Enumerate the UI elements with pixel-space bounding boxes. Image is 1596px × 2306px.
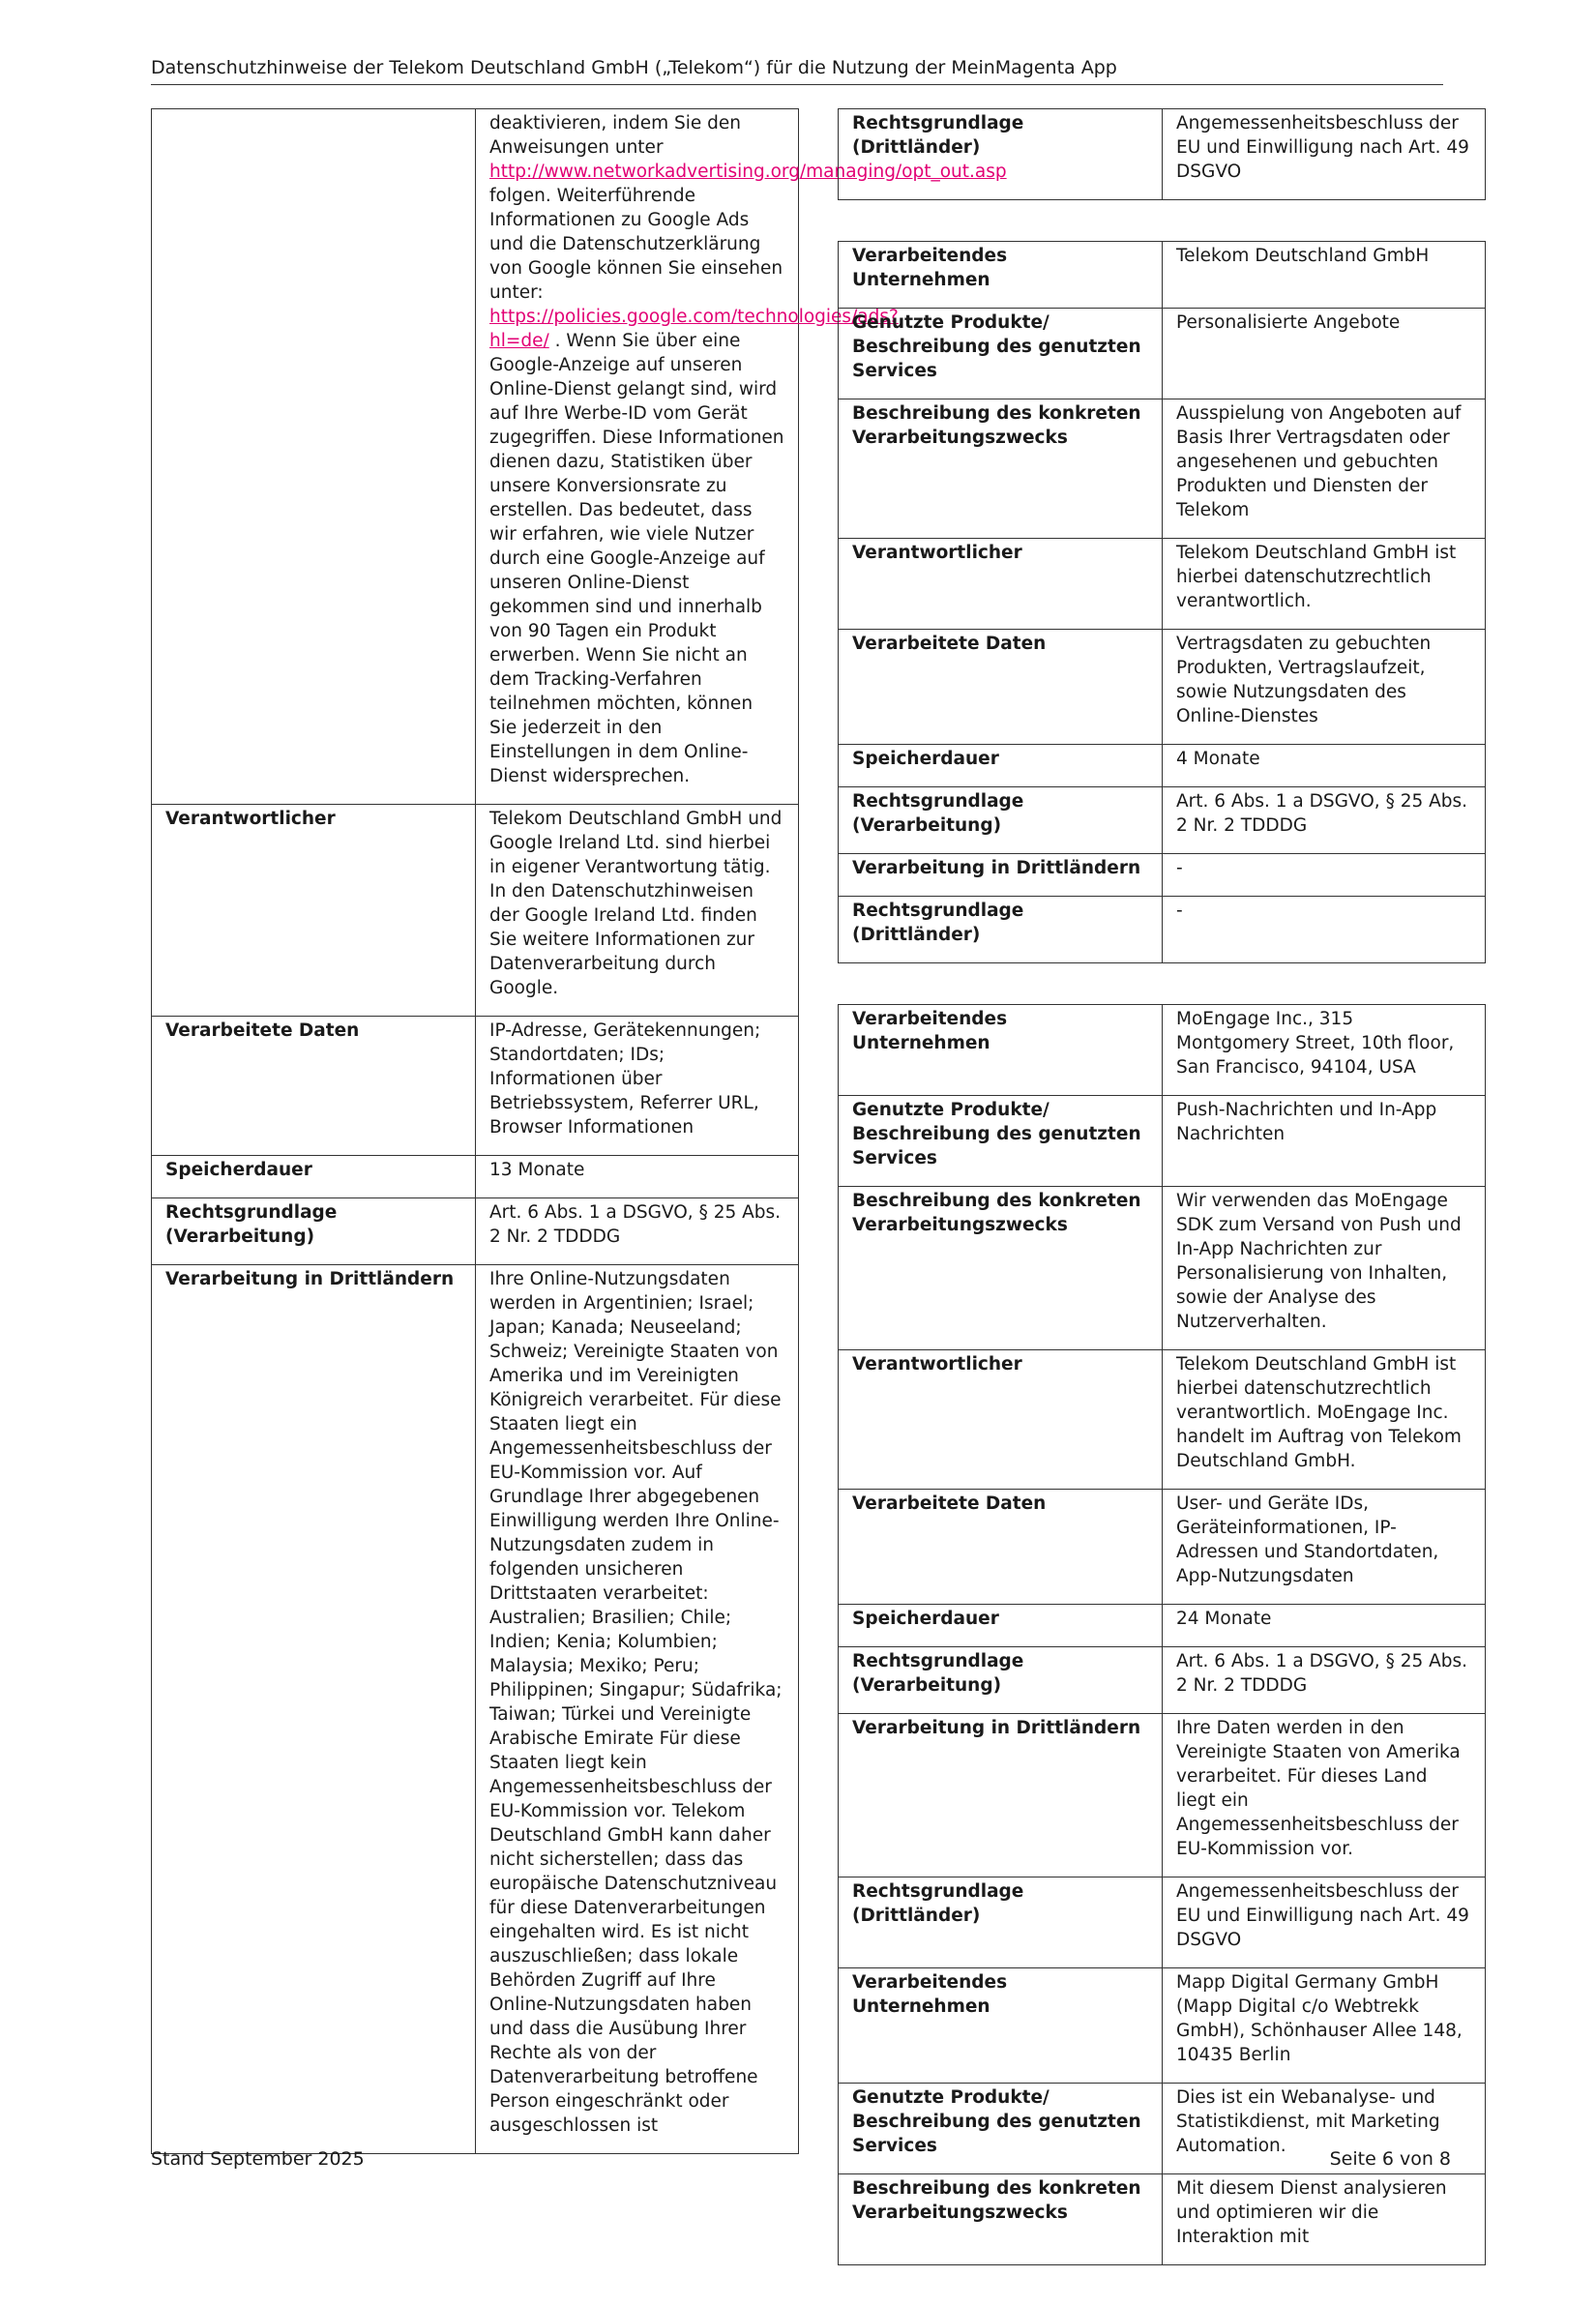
row-value: - (1163, 897, 1486, 963)
row-value: Dies ist ein Webanalyse- und Statistikdienst, mit Marketing Automation. (1163, 2084, 1486, 2174)
row-value: Ihre Online-Nutzungsdaten werden in Argentinien; Israel; Japan; Kanada; Neuseeland; Schweiz; Vereinigte Staaten von Amerika und im Vereinigten Königreich verarbeitet. Für diese Staaten liegt ein Angemessenheitsbeschluss der EU-Kommission vor. Auf Grundlage Ihrer abgegebenen Einwilligung werden Ihre Online-Nutzungsdaten zudem in folgenden unsicheren Drittstaaten verarbeitet: Australien; Brasilien; Chile; Indien; Kenia; Kolumbien; Malaysia; Mexiko; Peru; Philippinen; Singapur; Südafrika; Taiwan; Türkei und Vereinigte Arabische Emirate Für diese Staaten liegt kein Angemessenheitsbeschluss der EU-Kommission vor. Telekom Deutschland GmbH kann daher nicht sicherstellen; dass das europäische Datenschutzniveau für diese Datenverarbeitungen eingehalten wird. Es ist nicht auszuschließen; dass lokale Behörden Zugriff auf Ihre Online-Nutzungsdaten haben und dass die Ausübung Ihrer Rechte als von der Datenverarbeitung betroffene Person eingeschränkt oder ausgeschlossen ist (476, 1265, 799, 2154)
table-row (152, 1017, 799, 1156)
row-label: Speicherdauer (839, 1605, 1163, 1647)
row-value: Telekom Deutschland GmbH (1163, 242, 1486, 309)
row-label: Beschreibung des konkreten Verarbeitungszwecks (839, 2174, 1163, 2265)
row-label: Rechtsgrundlage (Verarbeitung) (152, 1198, 476, 1265)
row-label: Speicherdauer (152, 1156, 476, 1198)
row-label: Speicherdauer (839, 745, 1163, 787)
table-row (839, 897, 1486, 963)
row-value: Mapp Digital Germany GmbH (Mapp Digital c/o Webtrekk GmbH), Schönhauser Allee 148, 10435 Berlin (1163, 1968, 1486, 2084)
row-value: User- und Geräte IDs, Geräteinformationen, IP-Adressen und Standortdaten, App-Nutzungsdaten (1163, 1490, 1486, 1605)
table-row (839, 2174, 1486, 2265)
row-value: Telekom Deutschland GmbH ist hierbei datenschutzrechtlich verantwortlich. (1163, 539, 1486, 630)
row-label: Verarbeitete Daten (839, 630, 1163, 745)
row-label: Rechtsgrundlage (Verarbeitung) (839, 1647, 1163, 1714)
table-row (839, 1877, 1486, 1968)
table-row (152, 805, 799, 1017)
row-value: Vertragsdaten zu gebuchten Produkten, Vertragslaufzeit, sowie Nutzungsdaten des Online-Dienstes (1163, 630, 1486, 745)
table-row (839, 745, 1486, 787)
row-label: Verarbeitendes Unternehmen (839, 242, 1163, 309)
table-row (839, 1005, 1486, 1096)
row-label: Verarbeitendes Unternehmen (839, 1005, 1163, 1096)
row-label: Genutzte Produkte/ Beschreibung des genutzten Services (839, 1096, 1163, 1187)
table-row (839, 1187, 1486, 1350)
table-row (839, 539, 1486, 630)
row-label: Rechtsgrundlage (Verarbeitung) (839, 787, 1163, 854)
row-label: Rechtsgrundlage (Drittländer) (839, 897, 1163, 963)
row-label: Rechtsgrundlage (Drittländer) (839, 109, 1163, 200)
row-value: Push-Nachrichten und In-App Nachrichten (1163, 1096, 1486, 1187)
row-label: Verarbeitete Daten (839, 1490, 1163, 1605)
row-label: Verantwortlicher (839, 1350, 1163, 1490)
table-row (839, 1605, 1486, 1647)
row-value: Angemessenheitsbeschluss der EU und Einwilligung nach Art. 49 DSGVO (1163, 109, 1486, 200)
table-row (839, 787, 1486, 854)
row-label: Verarbeitete Daten (152, 1017, 476, 1156)
row-label: Verarbeitung in Drittländern (152, 1265, 476, 2154)
table-row (839, 1350, 1486, 1490)
networkadvertising-link[interactable]: http://www.networkadvertising.org/managing/opt_out.asp (489, 162, 1007, 182)
text-segment: deaktivieren, indem Sie den Anweisungen unter (489, 113, 741, 158)
table-row (839, 1096, 1486, 1187)
footer-page-number: Seite 6 von 8 (1329, 2148, 1451, 2170)
row-label: Beschreibung des konkreten Verarbeitungszwecks (839, 1187, 1163, 1350)
table-row (839, 630, 1486, 745)
table-row (152, 1198, 799, 1265)
table-row (839, 854, 1486, 897)
row-value: Ihre Daten werden in den Vereinigte Staaten von Amerika verarbeitet. Für dieses Land liegt ein Angemessenheitsbeschluss der EU-Kommission vor. (1163, 1714, 1486, 1877)
text-segment: folgen. Weiterführende Informationen zu Google Ads und die Datenschutzerklärung von Google können Sie einsehen unter: (489, 186, 783, 303)
row-value: 13 Monate (476, 1156, 799, 1198)
page-header: Datenschutzhinweise der Telekom Deutschland GmbH („Telekom“) für die Nutzung der MeinMagenta App (151, 54, 1443, 85)
table-row (152, 1265, 799, 2154)
table-row (152, 109, 799, 805)
table-row (839, 1714, 1486, 1877)
row-label: Genutzte Produkte/ Beschreibung des genutzten Services (839, 309, 1163, 399)
row-label: Verantwortlicher (839, 539, 1163, 630)
row-label: Beschreibung des konkreten Verarbeitungszwecks (839, 399, 1163, 539)
table-row (839, 109, 1486, 200)
row-value: Telekom Deutschland GmbH ist hierbei datenschutzrechtlich verantwortlich. MoEngage Inc. handelt im Auftrag von Telekom Deutschland GmbH. (1163, 1350, 1486, 1490)
row-value: Telekom Deutschland GmbH und Google Ireland Ltd. sind hierbei in eigener Verantwortung tätig. In den Datenschutzhinweisen der Google Ireland Ltd. finden Sie weitere Informationen zur Datenverarbeitung durch Google. (476, 805, 799, 1017)
row-value: Mit diesem Dienst analysieren und optimieren wir die Interaktion mit (1163, 2174, 1486, 2265)
right-column (838, 108, 1486, 2306)
table-row (839, 1647, 1486, 1714)
text-segment: . Wenn Sie über eine Google-Anzeige auf unseren Online-Dienst gelangt sind, wird auf Ihre Werbe-ID vom Gerät zugegriffen. Diese Informationen dienen dazu, Statistiken über unsere Konversionsrate zu erstellen. Das bedeutet, dass wir erfahren, wie viele Nutzer durch eine Google-Anzeige auf unseren Online-Dienst gekommen sind und innerhalb von 90 Tagen ein Produkt erwerben. Wenn Sie nicht an dem Tracking-Verfahren teilnehmen möchten, können Sie jederzeit in den Einstellungen in dem Online-Dienst widersprechen. (489, 331, 784, 786)
row-value: Ausspielung von Angeboten auf Basis Ihrer Vertragsdaten oder angesehenen und gebuchten Produkten und Diensten der Telekom (1163, 399, 1486, 539)
row-value: 24 Monate (1163, 1605, 1486, 1647)
footer-date: Stand September 2025 (151, 2148, 365, 2170)
row-value: Art. 6 Abs. 1 a DSGVO, § 25 Abs. 2 Nr. 2 TDDDG (1163, 1647, 1486, 1714)
row-label: Verarbeitung in Drittländern (839, 854, 1163, 897)
table-row (152, 1156, 799, 1198)
row-value: Art. 6 Abs. 1 a DSGVO, § 25 Abs. 2 Nr. 2 TDDDG (476, 1198, 799, 1265)
table-row (839, 309, 1486, 399)
row-value: MoEngage Inc., 315 Montgomery Street, 10th floor, San Francisco, 94104, USA (1163, 1005, 1486, 1096)
row-label: Verantwortlicher (152, 805, 476, 1017)
row-value: - (1163, 854, 1486, 897)
processing-table (838, 108, 1486, 200)
row-label: Rechtsgrundlage (Drittländer) (839, 1877, 1163, 1968)
table-row (839, 1490, 1486, 1605)
row-value: Art. 6 Abs. 1 a DSGVO, § 25 Abs. 2 Nr. 2 TDDDG (1163, 787, 1486, 854)
table-row (839, 399, 1486, 539)
row-value: Wir verwenden das MoEngage SDK zum Versand von Push und In-App Nachrichten zur Personalisierung von Inhalten, sowie der Analyse des Nutzerverhalten. (1163, 1187, 1486, 1350)
table-row (839, 1968, 1486, 2084)
table-row (839, 242, 1486, 309)
processing-table (838, 241, 1486, 963)
row-value: Angemessenheitsbeschluss der EU und Einwilligung nach Art. 49 DSGVO (1163, 1877, 1486, 1968)
row-value: IP-Adresse, Gerätekennungen; Standortdaten; IDs; Informationen über Betriebssystem, Referrer URL, Browser Informationen (476, 1017, 799, 1156)
row-label: Genutzte Produkte/ Beschreibung des genutzten Services (839, 2084, 1163, 2174)
row-value: 4 Monate (1163, 745, 1486, 787)
row-label: Verarbeitung in Drittländern (839, 1714, 1163, 1877)
processing-table (838, 1004, 1486, 2265)
row-label: Verarbeitendes Unternehmen (839, 1968, 1163, 2084)
google-policies-link[interactable]: https://policies.google.com/technologies/ads?hl=de/ (489, 307, 899, 351)
empty-key-cell (152, 109, 476, 805)
row-value: Personalisierte Angebote (1163, 309, 1486, 399)
